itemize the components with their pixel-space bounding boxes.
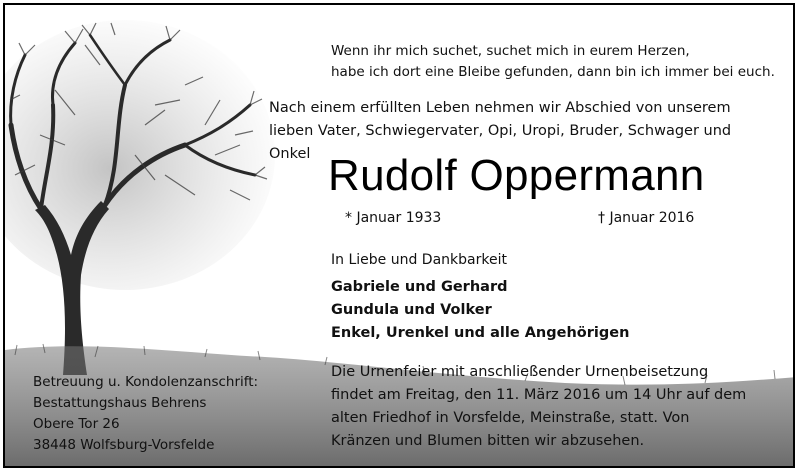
contact-line: Betreuung u. Kondolenzanschrift:	[33, 374, 259, 390]
intro-line: lieben Vater, Schwiegervater, Opi, Uropi, Bruder, Schwager und	[269, 123, 732, 139]
mourner-entry: Gundula und Volker	[331, 302, 492, 318]
intro-line: Nach einem erfüllten Leben nehmen wir Abschied von unserem	[269, 100, 731, 116]
birth-date: * Januar 1933	[345, 210, 442, 226]
contact-address	[33, 372, 258, 456]
intro-line: Onkel	[269, 146, 311, 162]
mourner-entry: Gabriele und Gerhard	[331, 279, 508, 295]
poem-line: Wenn ihr mich suchet, suchet mich in eurem Herzen,	[331, 43, 690, 59]
funeral-line: alten Friedhof in Vorsfelde, Meinstraße, statt. Von	[331, 410, 690, 426]
death-date: † Januar 2016	[598, 210, 695, 226]
mourner-entry: Enkel, Urenkel und alle Angehörigen	[331, 325, 630, 341]
funeral-line: Die Urnenfeier mit anschließender Urnenbeisetzung	[331, 364, 709, 380]
mourners-list	[331, 276, 629, 345]
funeral-notice	[331, 361, 795, 453]
mourners-heading: In Liebe und Dankbarkeit	[331, 252, 507, 268]
funeral-line: findet am Freitag, den 11. März 2016 um 14 Uhr auf dem	[331, 387, 747, 403]
deceased-name: Rudolf Oppermann	[328, 151, 705, 200]
contact-line: Bestattungshaus Behrens	[33, 395, 207, 411]
funeral-line: Kränzen und Blumen bitten wir abzusehen.	[331, 433, 645, 449]
obituary-card	[3, 3, 795, 468]
contact-line: 38448 Wolfsburg-Vorsfelde	[33, 437, 215, 453]
opening-poem	[331, 41, 775, 83]
contact-line: Obere Tor 26	[33, 416, 120, 432]
poem-line: habe ich dort eine Bleibe gefunden, dann bin ich immer bei euch.	[331, 64, 775, 80]
